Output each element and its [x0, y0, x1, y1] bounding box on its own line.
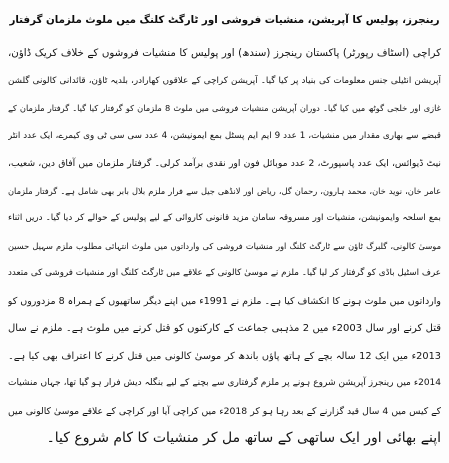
article-line: قتل کرنے اور سال 2003ء میں 2 مذہبی جماعت کے کارکنوں کو قتل کرنے میں ملوث ہے۔ ملزم نے سال	[8, 323, 441, 334]
article-line: 2013ء میں ایک 12 سالہ بچے کے ہاتھ پاؤں باندھ کر موسیٰ کالونی میں قتل کرنے کا اعتراف بھی کیا ہے۔	[8, 350, 441, 362]
article-line: کراچی (اسٹاف رپورٹر) پاکستان رینجرز (سندھ) اور پولیس کا منشیات فروشوں کے خلاف کریک ڈاؤن،	[8, 47, 441, 59]
article-line: غازی اور خلجی گوٹھ میں کیا گیا۔ دوران آپریشن منشیات فروشی میں ملوث 8 ملزمان کو گرفتار کیا گیا۔ گرفتار ملزمان کے	[8, 103, 441, 113]
article-line: عرف اسٹیل باڈی کو گرفتار کر لیا گیا۔ ملزم نے موسیٰ کالونی کے علاقے میں ٹارگٹ کلنگ اور منشیات فروشی کی متعدد	[8, 268, 441, 278]
article-line: کے کیس میں 4 سال قید گزارنے کے بعد رہا ہو کر 2018ء میں کراچی آیا اور کراچی کے علاقے موسیٰ کالونی میں	[8, 405, 441, 417]
article-line: 2014ء میں رینجرز آپریشن شروع ہونے پر ملزم گرفتاری سے بچنے کے لیے بنگلہ دیش فرار ہو گیا تھا، جہاں منشیات	[8, 378, 441, 388]
article-line: موسیٰ کالونی، گلبرگ ٹاؤن سے ٹارگٹ کلنگ اور منشیات فروشی کی وارداتوں میں ملوث انتہائی مطلوب ملزم سہیل حسین	[8, 240, 441, 251]
article-line: نیٹ ڈیوائس، ایک عدد پاسپورٹ، 2 عدد موبائل فون اور نقدی برآمد کرلی۔ گرفتار ملزمان میں آفاق دین، شعیب،	[8, 158, 441, 169]
article-line: اپنے بھائی اور ایک ساتھی کے ساتھ مل کر منشیات کا کام شروع کیا۔	[46, 430, 441, 446]
article-headline: رینجرز، پولیس کا آپریشن، منشیات فروشی اور ٹارگٹ کلنگ میں ملوث ملزمان گرفتار	[9, 14, 440, 26]
article-line: وارداتوں میں ملوث ہونے کا انکشاف کیا ہے۔ ملزم نے 1991ء میں اپنے دیگر ساتھیوں کے ہمراہ 8 مزدوروں کو	[8, 295, 441, 307]
article-line: عامر خان، نوید خان، محمد ہارون، رحمان گل، ریاض اور لانڈھی جیل سے فرار ملزم بلال بابر بھی شامل ہے۔ گرفتار ملزمان	[8, 185, 441, 196]
article-line: قبضے سے بھاری مقدار میں منشیات، 1 عدد 9 ایم ایم پسٹل بمع ایمونیشن، 4 عدد سی سی ٹی وی کیمرے، ایک عدد انٹر	[8, 130, 441, 141]
article-body	[8, 40, 441, 453]
article-line: بمع اسلحہ وایمونیشن، منشیات اور مسروقہ سامان مزید قانونی کاروائی کے لیے پولیس کے حوالے کر دیا گیا۔ دریں اثناء	[8, 213, 441, 223]
article-line: آپریشن انٹیلی جنس معلومات کی بنیاد پر کیا گیا۔ آپریشن کراچی کے علاقوں کھارادر، بلدیہ ٹاؤن، قائدانی کالونی گلشن	[8, 75, 441, 86]
